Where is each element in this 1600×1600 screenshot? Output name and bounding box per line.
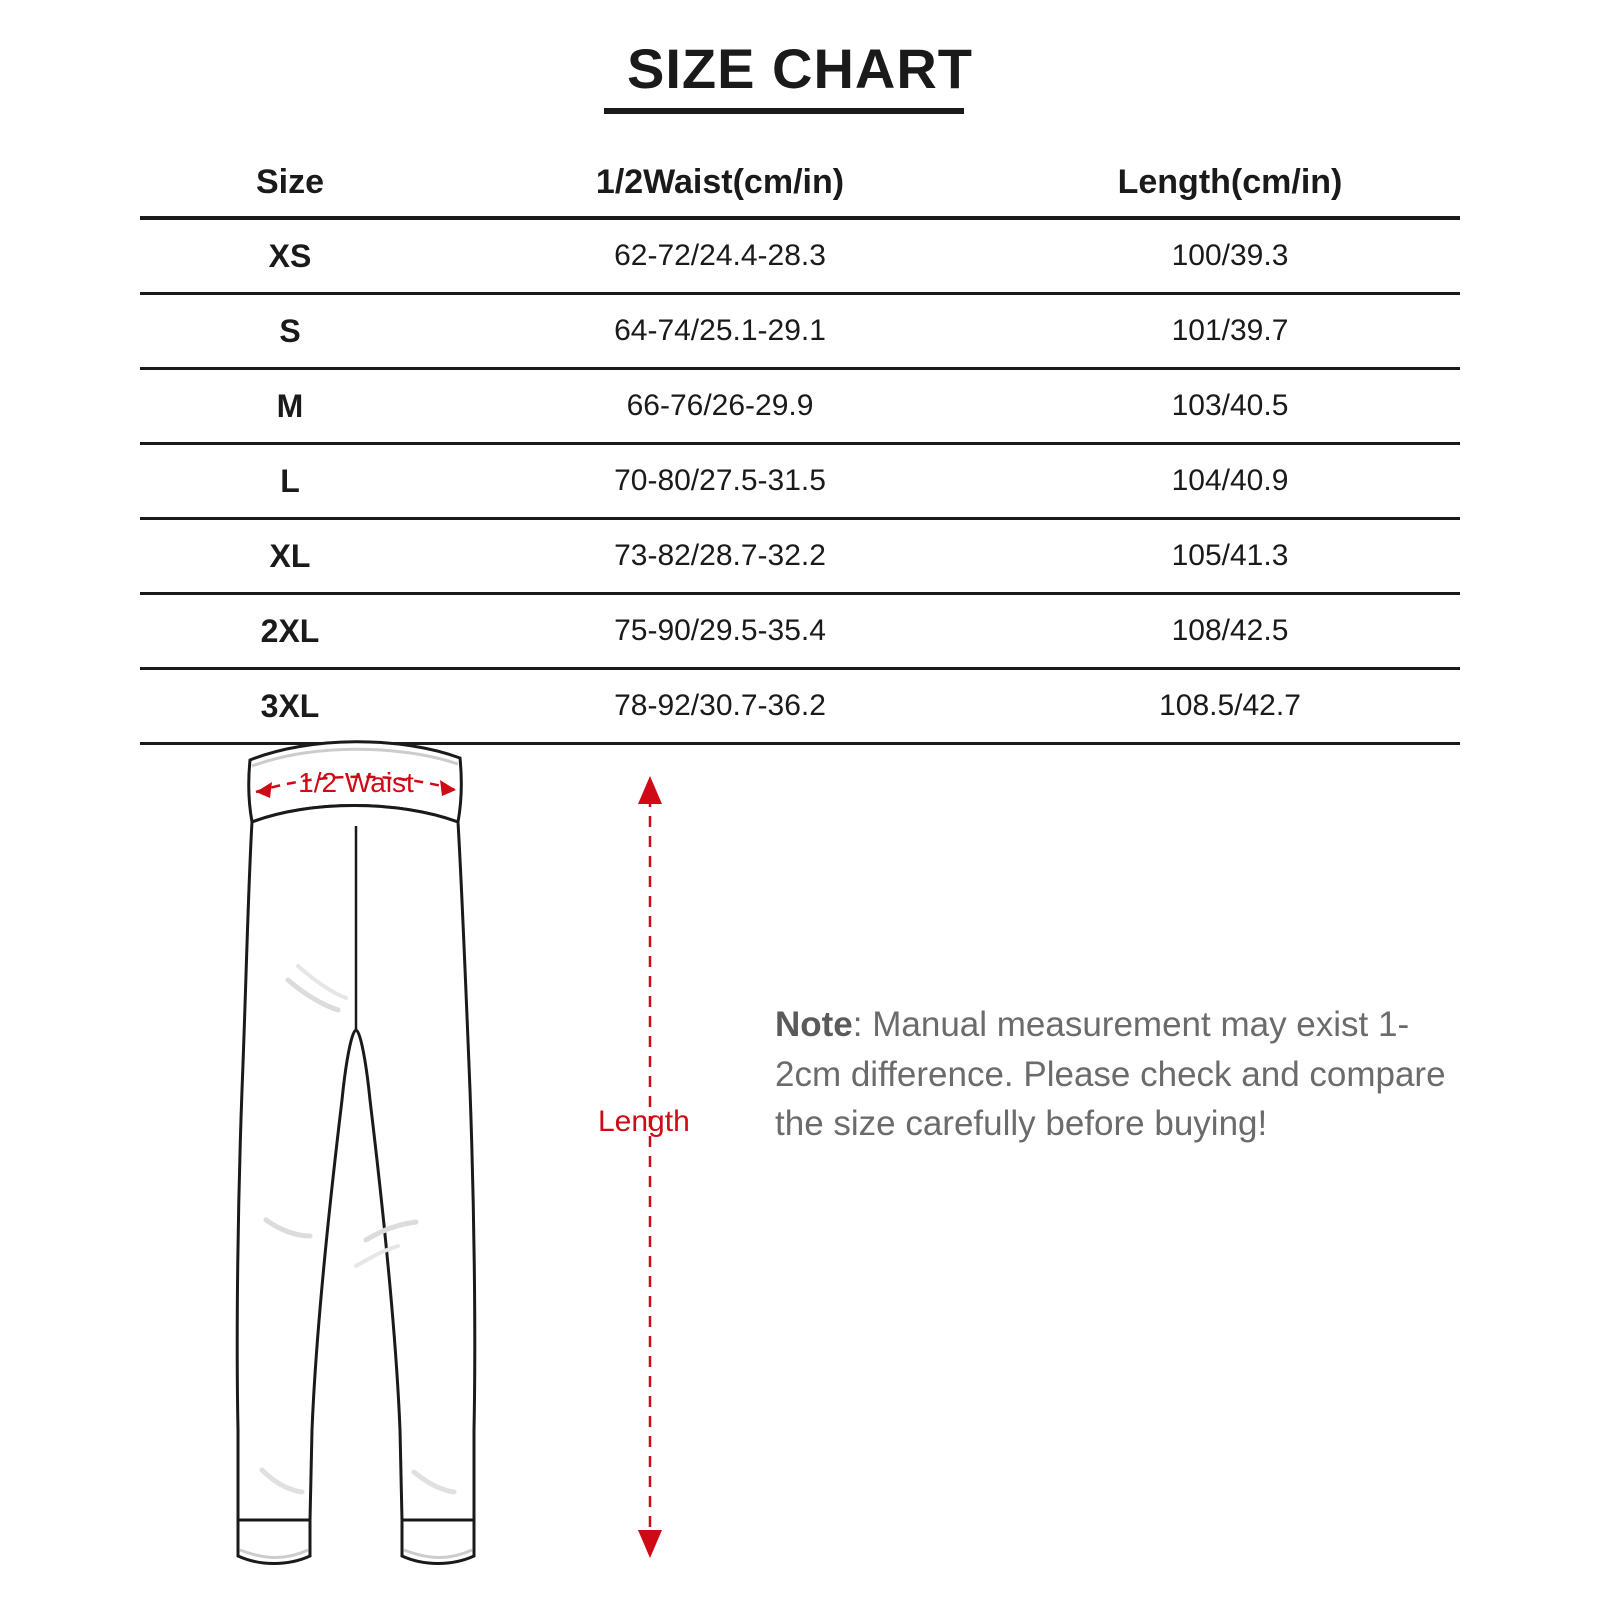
table-row — [140, 519, 1460, 594]
cell-waist: 62-72/24.4-28.3 — [440, 218, 1000, 294]
note-text — [775, 1000, 1475, 1149]
cell-waist: 75-90/29.5-35.4 — [440, 594, 1000, 669]
cell-size: XS — [140, 218, 440, 294]
table-row — [140, 218, 1460, 294]
note-body: : Manual measurement may exist 1-2cm difference. Please check and compare the size carefully before buying! — [775, 1005, 1446, 1144]
cell-waist: 78-92/30.7-36.2 — [440, 669, 1000, 744]
length-measure-arrow — [638, 776, 662, 1558]
table-header-row — [140, 148, 1460, 218]
title-underline — [604, 108, 964, 114]
cell-waist: 70-80/27.5-31.5 — [440, 444, 1000, 519]
cell-length: 104/40.9 — [1000, 444, 1460, 519]
note-prefix: Note — [775, 1005, 853, 1044]
cell-length: 100/39.3 — [1000, 218, 1460, 294]
pants-diagram — [170, 730, 730, 1570]
table-row — [140, 444, 1460, 519]
cell-waist: 66-76/26-29.9 — [440, 369, 1000, 444]
table-row — [140, 369, 1460, 444]
page-title: SIZE CHART — [627, 37, 973, 100]
cell-size: M — [140, 369, 440, 444]
cell-waist: 73-82/28.7-32.2 — [440, 519, 1000, 594]
cell-length: 108.5/42.7 — [1000, 669, 1460, 744]
cell-size: 3XL — [140, 669, 440, 744]
length-label: Length — [598, 1105, 690, 1138]
column-header-size: Size — [140, 148, 440, 218]
size-table — [140, 148, 1460, 745]
table-row — [140, 294, 1460, 369]
cell-length: 103/40.5 — [1000, 369, 1460, 444]
cell-length: 105/41.3 — [1000, 519, 1460, 594]
cell-size: 2XL — [140, 594, 440, 669]
cell-size: XL — [140, 519, 440, 594]
table-row — [140, 594, 1460, 669]
cell-length: 108/42.5 — [1000, 594, 1460, 669]
column-header-length: Length(cm/in) — [1000, 148, 1460, 218]
cell-size: S — [140, 294, 440, 369]
column-header-waist: 1/2Waist(cm/in) — [440, 148, 1000, 218]
cell-length: 101/39.7 — [1000, 294, 1460, 369]
half-waist-label: 1/2 Waist — [298, 767, 414, 798]
cell-waist: 64-74/25.1-29.1 — [440, 294, 1000, 369]
cell-size: L — [140, 444, 440, 519]
